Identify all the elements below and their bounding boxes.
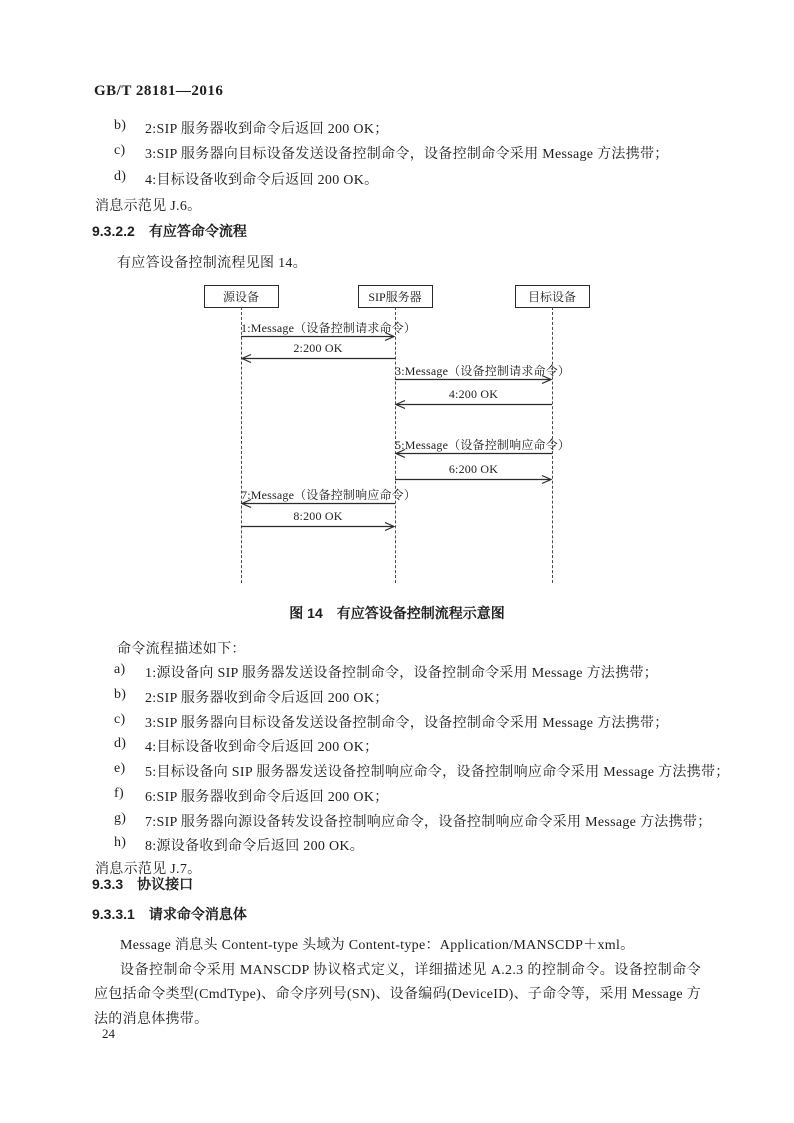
list-item-text: 4:目标设备收到命令后返回 200 OK。 xyxy=(145,172,379,188)
actor-box: 源设备 xyxy=(204,285,279,308)
list-item-text: 7:SIP 服务器向源设备转发设备控制响应命令，设备控制响应命令采用 Message 方法携带； xyxy=(145,814,712,830)
standard-number: GB/T 28181—2016 xyxy=(94,83,224,99)
arrow-left xyxy=(241,353,395,364)
figure-caption xyxy=(0,603,794,623)
section-number: 9.3.3 xyxy=(92,876,124,892)
list-item xyxy=(114,786,730,811)
list-item xyxy=(114,811,730,836)
section-number: 9.3.2.2 xyxy=(92,223,135,239)
list-item xyxy=(114,687,730,712)
content-type-paragraph: Message 消息头 Content-type 头域为 Content-type：Application/MANSCDP＋xml。 xyxy=(120,938,635,953)
list-item-text: 6:SIP 服务器收到命令后返回 200 OK； xyxy=(145,789,389,805)
list-item-letter: c) xyxy=(114,711,126,727)
flow-step-list xyxy=(114,662,730,860)
section-title: 协议接口 xyxy=(137,876,194,892)
message-label: 3:Message（设备控制请求命令） xyxy=(395,364,571,378)
arrow-right xyxy=(241,331,395,342)
message-label: 2:200 OK xyxy=(293,341,343,355)
arrow-left xyxy=(395,399,552,410)
arrow-left xyxy=(395,448,552,459)
section-title: 有应答命令流程 xyxy=(148,223,247,239)
list-item-letter: e) xyxy=(114,761,126,776)
actor-box: 目标设备 xyxy=(515,285,590,308)
list-item-text: 3:SIP 服务器向目标设备发送设备控制命令，设备控制命令采用 Message 方法携带； xyxy=(145,147,669,163)
message-label: 8:200 OK xyxy=(293,509,343,523)
list-item xyxy=(114,662,730,687)
list-item-text: 5:目标设备向 SIP 服务器发送设备控制响应命令，设备控制响应命令采用 Message 方法携带； xyxy=(145,765,730,780)
list-item-letter: d) xyxy=(114,168,127,184)
list-item-letter: g) xyxy=(114,810,127,826)
list-item-letter: b) xyxy=(114,686,127,702)
list-item xyxy=(114,835,730,860)
section-heading-9331 xyxy=(92,904,247,924)
list-item-text: 4:目标设备收到命令后返回 200 OK； xyxy=(145,740,379,756)
arrow-right xyxy=(395,374,552,385)
list-item xyxy=(114,712,730,737)
figure-number: 图 14 xyxy=(289,605,323,621)
message-example-note-j7: 消息示范见 J.7。 xyxy=(95,862,202,877)
figure-reference-paragraph: 有应答设备控制流程见图 14。 xyxy=(117,256,307,271)
list-item-letter: d) xyxy=(114,736,127,752)
manscdp-paragraph: 设备控制命令采用 MANSCDP 协议格式定义，详细描述见 A.2.3 的控制命令。设备控制命令应包括命令类型(CmdType)、命令序列号(SN)、设备编码(DeviceID)、子命令等，采用 Message 方法的消息体携带。 xyxy=(94,963,701,1027)
section-heading-933 xyxy=(92,874,193,894)
page-number: 24 xyxy=(102,1026,115,1041)
flow-description-lead: 命令流程描述如下： xyxy=(117,642,246,657)
arrow-left xyxy=(241,498,395,509)
list-item-text: 1:源设备向 SIP 服务器发送设备控制命令，设备控制命令采用 Message 方法携带； xyxy=(145,666,659,681)
list-item-text: 3:SIP 服务器向目标设备发送设备控制命令，设备控制命令采用 Message 方法携带； xyxy=(145,715,669,731)
list-item-letter: a) xyxy=(114,662,126,677)
message-label: 1:Message（设备控制请求命令） xyxy=(241,321,417,335)
message-label: 4:200 OK xyxy=(448,387,499,401)
arrow-right xyxy=(241,521,395,532)
message-label: 6:200 OK xyxy=(448,462,499,476)
list-item-letter: f) xyxy=(114,785,124,801)
list-item-letter: c) xyxy=(114,143,126,159)
section-number: 9.3.3.1 xyxy=(92,906,135,922)
arrow-right xyxy=(395,474,552,485)
list-item xyxy=(114,736,730,761)
list-item-text: 8:源设备收到命令后返回 200 OK。 xyxy=(145,839,365,855)
message-label: 5:Message（设备控制响应命令） xyxy=(395,438,571,452)
list-item-letter: h) xyxy=(114,835,127,851)
section-title: 请求命令消息体 xyxy=(148,906,247,922)
list-item xyxy=(114,761,730,786)
figure-title: 有应答设备控制流程示意图 xyxy=(336,605,505,621)
list-item-letter: b) xyxy=(114,118,127,133)
message-example-note-j6: 消息示范见 J.6。 xyxy=(95,199,202,214)
list-item-text: 2:SIP 服务器收到命令后返回 200 OK； xyxy=(145,690,389,706)
message-label: 7:Message（设备控制响应命令） xyxy=(241,488,417,502)
list-item-text: 2:SIP 服务器收到命令后返回 200 OK； xyxy=(145,122,389,137)
actor-box: SIP服务器 xyxy=(358,285,433,308)
